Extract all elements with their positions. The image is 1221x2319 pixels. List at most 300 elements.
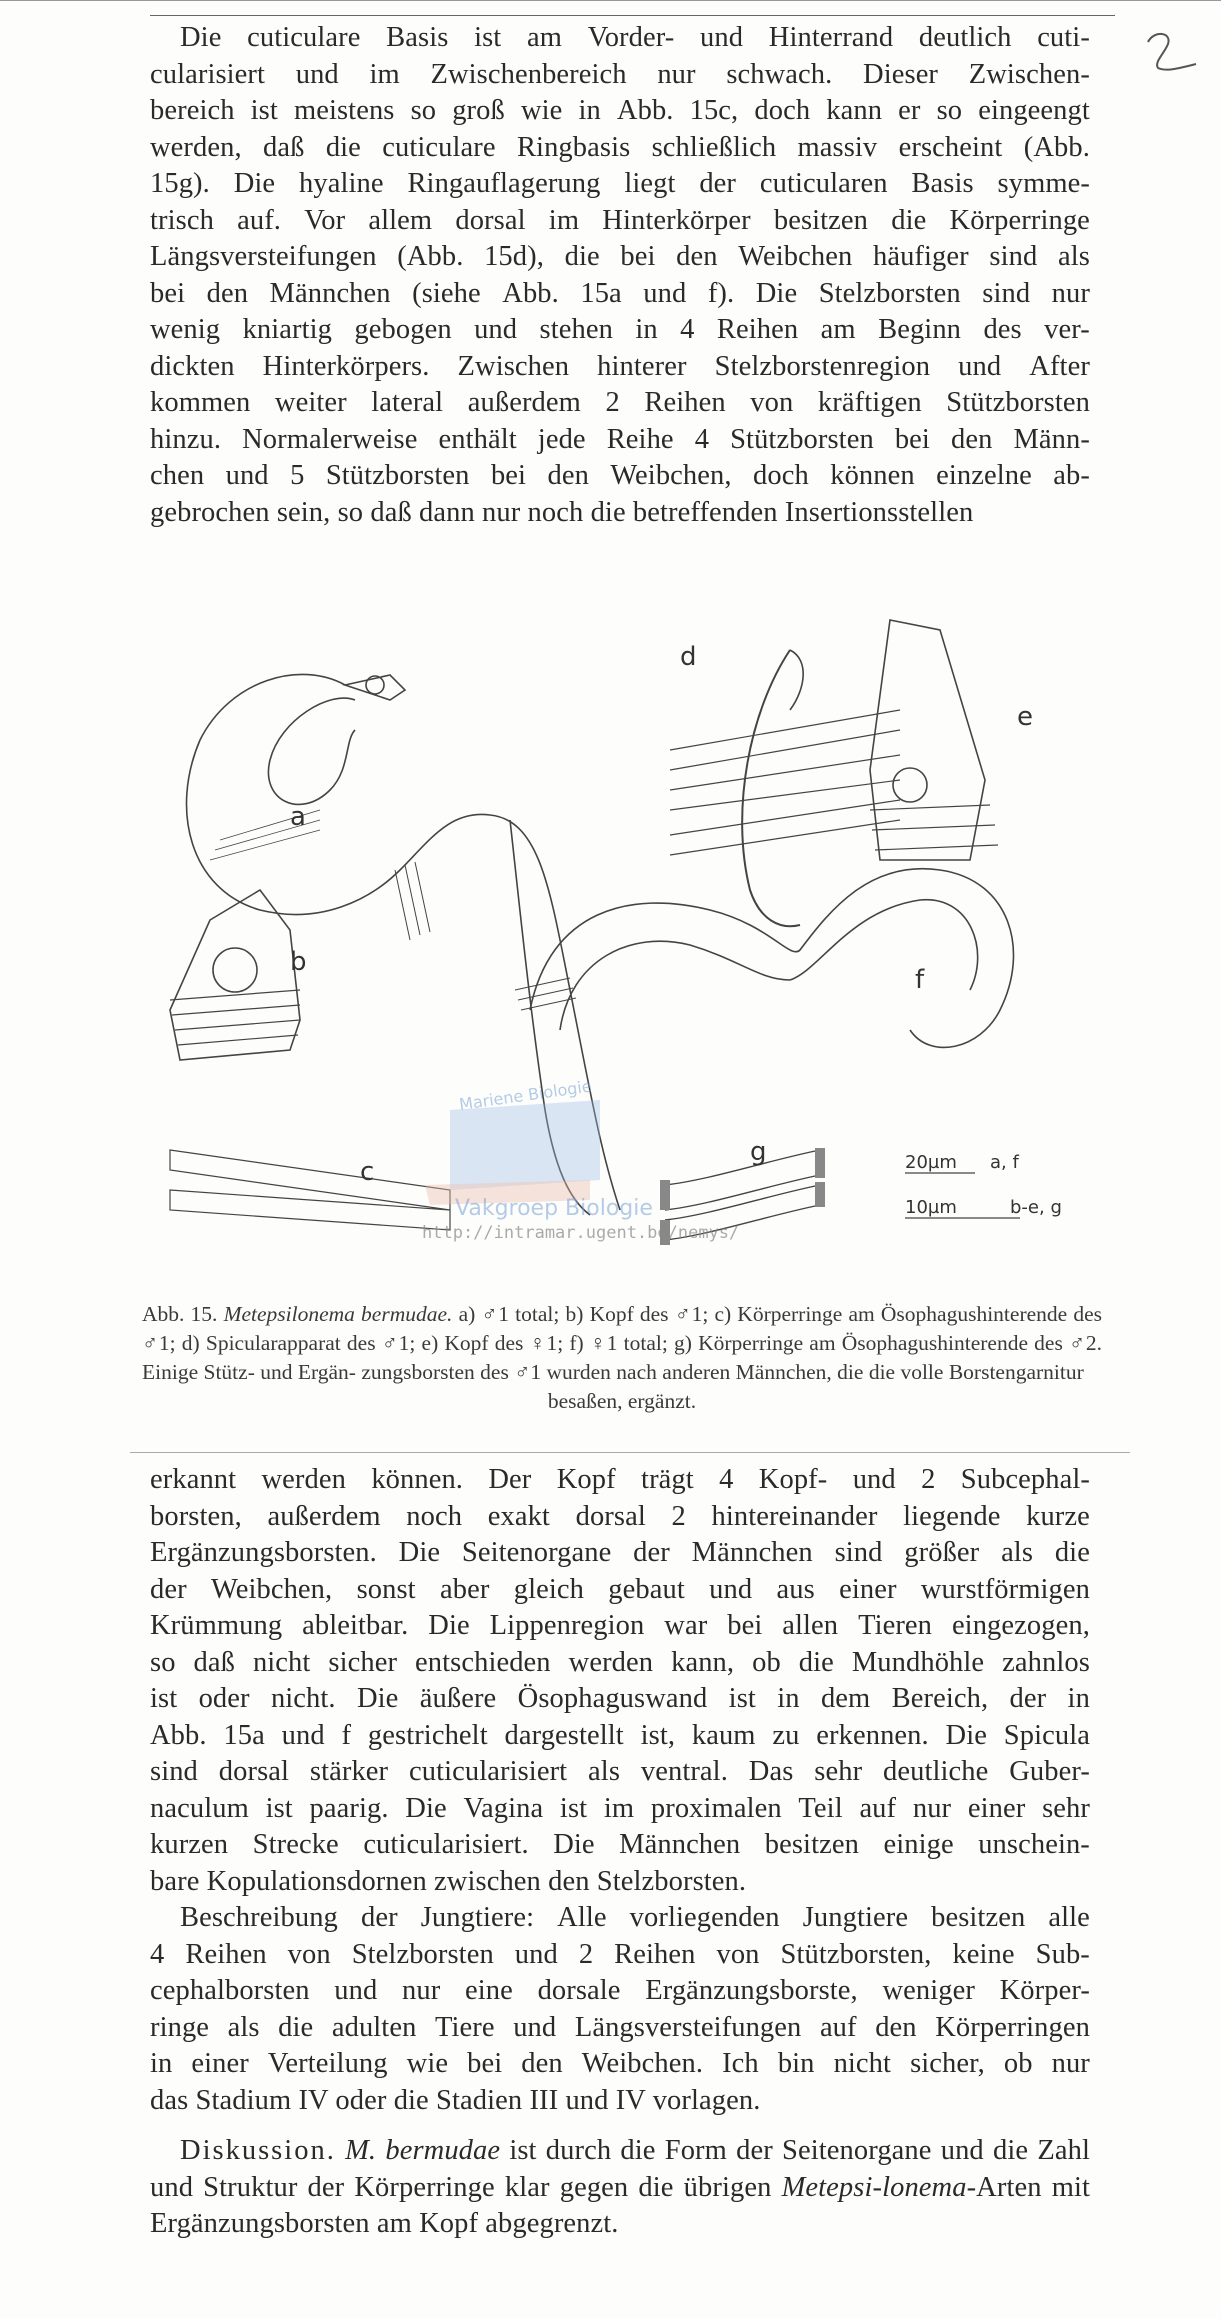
paragraph-bottom-line bbox=[150, 1462, 1090, 1499]
word: Vor bbox=[304, 204, 346, 236]
word: noch bbox=[406, 1500, 463, 1532]
paragraph-discussion bbox=[150, 2133, 1090, 2243]
caption-prefix: Abb. 15. bbox=[142, 1302, 218, 1326]
word: 4 bbox=[719, 1464, 734, 1495]
word: werden, bbox=[150, 131, 242, 163]
word: kurze bbox=[1026, 1500, 1090, 1532]
word: 4 bbox=[680, 314, 695, 345]
paragraph-bottom-line: bare Kopulationsdornen zwischen den Stelzborsten. bbox=[150, 1865, 747, 1897]
word: adulten bbox=[331, 2011, 417, 2043]
word: dorsal bbox=[218, 1756, 290, 1787]
word: doch bbox=[753, 460, 809, 491]
word: 15g). bbox=[150, 168, 210, 199]
word: dickten bbox=[150, 350, 235, 382]
word: ist bbox=[265, 1792, 293, 1824]
word: nicht. bbox=[270, 1683, 336, 1714]
word: Körperringen bbox=[935, 2011, 1090, 2043]
word: hinzu. bbox=[150, 423, 222, 455]
word: so bbox=[410, 95, 437, 126]
paragraph-top-line bbox=[150, 20, 1090, 57]
word: den bbox=[547, 460, 589, 491]
word: Stützborsten bbox=[946, 387, 1090, 418]
word: bei bbox=[727, 1610, 763, 1641]
word: und bbox=[225, 460, 269, 491]
word: Hinterkörper bbox=[602, 204, 751, 236]
word: in bbox=[635, 314, 658, 345]
word: den bbox=[875, 2011, 917, 2043]
panel-label-b: b bbox=[290, 947, 307, 977]
word: und bbox=[709, 1573, 753, 1605]
word: als bbox=[1057, 241, 1090, 272]
word: 2 bbox=[921, 1464, 936, 1495]
panel-label-d: d bbox=[680, 642, 697, 672]
word: chen bbox=[150, 460, 205, 491]
word: Abb. bbox=[616, 95, 674, 126]
word: Kopf- bbox=[758, 1464, 828, 1495]
word: Guber- bbox=[1009, 1756, 1090, 1787]
word: kräftigen bbox=[817, 387, 922, 418]
paragraph-bottom-line bbox=[150, 1827, 1090, 1864]
word: Ringbasis bbox=[516, 131, 631, 163]
word: können bbox=[830, 460, 915, 491]
word: ventral. bbox=[640, 1756, 728, 1787]
paragraph-bottom-line bbox=[150, 1608, 1090, 1645]
handwritten-page-mark bbox=[1140, 28, 1200, 78]
word: ver- bbox=[1044, 314, 1090, 345]
word: Basis bbox=[911, 168, 974, 199]
paragraph-top-line bbox=[150, 166, 1090, 203]
word: dem bbox=[820, 1683, 871, 1714]
caption-rule bbox=[130, 1452, 1130, 1453]
panel-label-f: f bbox=[915, 965, 925, 995]
word: in bbox=[777, 1683, 800, 1714]
word: sind bbox=[834, 1537, 883, 1568]
word: enthält bbox=[438, 423, 517, 455]
paragraph-juveniles-line bbox=[150, 2010, 1090, 2047]
word: entschieden bbox=[415, 1646, 551, 1678]
word: Weibchen. bbox=[581, 2048, 704, 2079]
word: sehr bbox=[1042, 1792, 1090, 1824]
word: 2 bbox=[578, 1938, 594, 1970]
word: Krümmung bbox=[150, 1610, 283, 1641]
paragraph-top-line bbox=[150, 458, 1090, 495]
word: 2 bbox=[605, 387, 620, 418]
word: ist bbox=[250, 95, 278, 126]
word: und bbox=[513, 2011, 557, 2043]
word: in bbox=[578, 95, 601, 126]
word: Die bbox=[405, 1792, 447, 1824]
word: den bbox=[521, 2048, 563, 2079]
word: und bbox=[852, 1464, 896, 1495]
caption-line-4: zungsborsten des ♂1 wurden nach anderen Männchen, die die volle Borstengarnitur bbox=[361, 1360, 1084, 1384]
word: bei bbox=[620, 241, 656, 272]
word: Dieser bbox=[863, 58, 939, 90]
word: auf bbox=[819, 2011, 857, 2043]
word: war bbox=[664, 1610, 708, 1641]
paragraph-top-line bbox=[150, 422, 1090, 459]
word: sind bbox=[982, 277, 1031, 309]
word: Weibchen bbox=[738, 241, 853, 272]
word: cularisiert bbox=[150, 58, 266, 90]
word: in bbox=[1067, 1683, 1090, 1714]
word: Subcephal- bbox=[960, 1464, 1090, 1495]
panel-label-c: c bbox=[360, 1157, 375, 1187]
word: Normalerweise bbox=[242, 423, 418, 455]
word: vorliegenden bbox=[629, 1902, 780, 1933]
word: ob bbox=[1003, 2048, 1033, 2079]
word: wie bbox=[406, 2048, 449, 2079]
word: Jungtiere bbox=[802, 1902, 909, 1933]
word: allen bbox=[782, 1610, 839, 1641]
paragraph-juveniles-line bbox=[150, 1900, 1090, 1937]
word: Lippenregion bbox=[489, 1610, 645, 1641]
word: Weibchen, bbox=[610, 460, 732, 491]
word: Basis bbox=[386, 22, 449, 53]
word: am bbox=[527, 22, 563, 53]
word: der bbox=[633, 1537, 670, 1568]
word: und bbox=[958, 350, 1002, 382]
paragraph-top-line bbox=[150, 93, 1090, 130]
word: die bbox=[891, 204, 927, 236]
paragraph-top-line bbox=[150, 312, 1090, 349]
word: 15a bbox=[223, 1719, 265, 1751]
word: er bbox=[898, 95, 921, 126]
word: am bbox=[820, 314, 856, 345]
word: 5 bbox=[290, 460, 305, 491]
word: deutlich bbox=[918, 22, 1012, 53]
word: einer bbox=[967, 1792, 1026, 1824]
paragraph-juveniles-line bbox=[150, 2046, 1090, 2083]
word: als bbox=[588, 1756, 621, 1787]
word: liegt bbox=[624, 168, 676, 199]
word: ist, bbox=[640, 1719, 676, 1751]
figure-drawing bbox=[150, 590, 1100, 1255]
word: kurzen bbox=[150, 1829, 229, 1860]
word: nur bbox=[912, 1792, 952, 1824]
word: sonst bbox=[356, 1573, 416, 1605]
word: sind bbox=[150, 1756, 198, 1787]
word: hintereinander bbox=[711, 1500, 878, 1532]
word: schwach. bbox=[726, 58, 833, 90]
word: als bbox=[227, 2011, 260, 2043]
word: Ich bbox=[722, 2048, 759, 2079]
word: Zwischen- bbox=[968, 58, 1090, 90]
word: weniger bbox=[882, 1975, 975, 2006]
word: 15d), bbox=[484, 241, 544, 272]
word: Ergänzungsborste, bbox=[645, 1975, 858, 2006]
word: cuticularen bbox=[759, 168, 888, 199]
word: einer bbox=[191, 2048, 249, 2079]
caption-line-5: besaßen, ergänzt. bbox=[547, 1389, 697, 1413]
word: Verteilung bbox=[267, 2048, 388, 2079]
word: Stützborsten, bbox=[780, 1938, 932, 1970]
word: cuticulare bbox=[382, 131, 496, 163]
figure-d-drawing bbox=[670, 710, 900, 855]
word: Körper- bbox=[999, 1975, 1090, 2006]
word: besitzen bbox=[764, 1829, 859, 1860]
word: kann bbox=[826, 95, 883, 126]
word: ableitbar. bbox=[302, 1610, 409, 1641]
word: bei bbox=[150, 277, 186, 309]
word: Männchen bbox=[691, 1537, 813, 1568]
word: alle bbox=[1048, 1902, 1090, 1933]
word: und bbox=[514, 1938, 558, 1970]
header-rule bbox=[150, 15, 1115, 16]
word: Beginn bbox=[878, 314, 962, 345]
paragraph-bottom-line bbox=[150, 1718, 1090, 1755]
word: Bereich, bbox=[891, 1683, 989, 1714]
word: trisch bbox=[150, 204, 214, 236]
word: zahnlos bbox=[1002, 1646, 1090, 1678]
word: cuticularisiert bbox=[409, 1756, 568, 1787]
word: eingeengt bbox=[978, 95, 1090, 126]
word: ab- bbox=[1053, 460, 1090, 491]
word: lateral bbox=[371, 387, 444, 418]
word: sicher bbox=[328, 1646, 398, 1678]
word: Stützborsten bbox=[325, 460, 470, 491]
word: Die bbox=[356, 1683, 399, 1714]
word: Längsversteifungen bbox=[150, 241, 377, 272]
scale-bar-10um-value: 10µm bbox=[905, 1197, 957, 1218]
word: 4 bbox=[150, 1938, 165, 1970]
word: so bbox=[936, 95, 963, 126]
caption-line-3: total; g) Körperringe am Ösophagushinterende des ♂2. Einige Stütz- und Ergän- bbox=[142, 1331, 1103, 1384]
watermark-url: http://intramar.ugent.be/nemys/ bbox=[422, 1223, 740, 1243]
caption-line-2: Ösophagushinterende des ♂1; d) Spicularapparat des ♂1; e) Kopf des ♀1; f) ♀1 bbox=[142, 1302, 1102, 1355]
paragraph-top-line: gebrochen sein, so daß dann nur noch die betreffenden Insertionsstellen bbox=[150, 496, 974, 528]
word: (Abb. bbox=[1023, 131, 1090, 163]
paragraph-bottom-lines bbox=[150, 1462, 1090, 1900]
word: einzelne bbox=[936, 460, 1032, 491]
word: Männ- bbox=[1013, 423, 1090, 455]
word: Das bbox=[748, 1756, 794, 1787]
paragraph-bottom-line bbox=[150, 1572, 1090, 1609]
figure-caption bbox=[142, 1300, 1102, 1416]
word: werden bbox=[568, 1646, 654, 1678]
word: schließlich bbox=[651, 131, 777, 163]
paragraph-bottom-line bbox=[150, 1754, 1090, 1791]
word: und bbox=[281, 1719, 325, 1751]
word: im bbox=[548, 204, 580, 236]
figure-e-drawing bbox=[870, 620, 985, 860]
word: erkennen. bbox=[816, 1719, 929, 1751]
word: in bbox=[150, 2048, 173, 2079]
word: f). bbox=[707, 277, 735, 309]
scale-bar-20um-target: a, f bbox=[990, 1152, 1019, 1173]
word: eingezogen, bbox=[951, 1610, 1090, 1641]
word: Der bbox=[488, 1464, 532, 1495]
word: Strecke bbox=[252, 1829, 339, 1860]
word: Zwischenbereich bbox=[430, 58, 627, 90]
word: Die bbox=[428, 1610, 470, 1641]
word: cuti- bbox=[1037, 22, 1090, 53]
word: ringe bbox=[150, 2011, 210, 2043]
word: Reihen bbox=[716, 314, 799, 345]
word: cephalborsten bbox=[150, 1975, 310, 2006]
word: Spicula bbox=[1003, 1719, 1090, 1751]
word: kniartig bbox=[242, 314, 333, 345]
word: wurstförmigen bbox=[920, 1573, 1090, 1605]
word: ist bbox=[559, 1792, 588, 1824]
word: erscheint bbox=[898, 131, 1003, 163]
word: auf bbox=[859, 1792, 897, 1824]
word: nur bbox=[657, 58, 696, 90]
word: daß bbox=[263, 131, 305, 163]
word: dargestellt bbox=[504, 1719, 624, 1751]
word: von bbox=[750, 387, 794, 418]
word: sehr bbox=[814, 1756, 863, 1787]
word: der bbox=[360, 1902, 398, 1933]
word: unschein- bbox=[978, 1829, 1090, 1860]
word: Kopf bbox=[556, 1464, 616, 1495]
discussion-genus: Metepsi-lonema bbox=[781, 2171, 967, 2203]
word: von bbox=[716, 1938, 760, 1970]
word: besitzen bbox=[931, 1902, 1026, 1933]
word: den bbox=[676, 241, 718, 272]
word: bei bbox=[490, 460, 527, 491]
caption-line-1: a) ♂1 total; b) Kopf des ♂1; c) Körperringe am bbox=[458, 1302, 875, 1326]
paragraph-top-line bbox=[150, 385, 1090, 422]
word: jede bbox=[537, 423, 586, 455]
word: aus bbox=[776, 1573, 815, 1605]
word: Die bbox=[180, 22, 222, 53]
word: Mundhöhle bbox=[851, 1646, 985, 1678]
word: Längsversteifungen bbox=[574, 2011, 802, 2043]
paragraph-juveniles-line bbox=[150, 1973, 1090, 2010]
paragraph-top-line bbox=[150, 349, 1090, 386]
paragraph-bottom-line bbox=[150, 1681, 1090, 1718]
paragraph-juveniles-line bbox=[150, 1937, 1090, 1974]
word: Vagina bbox=[463, 1792, 544, 1824]
word: trägt bbox=[641, 1464, 694, 1495]
paragraph-bottom-line bbox=[150, 1645, 1090, 1682]
word: Abb. bbox=[502, 277, 559, 309]
word: Ergänzungsborsten. bbox=[150, 1537, 377, 1568]
word: borsten, bbox=[150, 1500, 242, 1532]
word: bereich bbox=[150, 95, 235, 126]
word: die bbox=[278, 2011, 314, 2043]
word: Stelzborstenregion bbox=[714, 350, 931, 382]
word: bin bbox=[777, 2048, 815, 2079]
word: doch bbox=[754, 95, 811, 126]
paragraph-top bbox=[150, 20, 1090, 531]
word: den bbox=[206, 277, 249, 309]
word: Tiere bbox=[435, 2011, 495, 2043]
word: sind bbox=[989, 241, 1038, 272]
paragraph-top-line bbox=[150, 239, 1090, 276]
word: im bbox=[603, 1792, 635, 1824]
word: werden bbox=[261, 1464, 346, 1495]
word: deutliche bbox=[883, 1756, 989, 1787]
word: Zwischen bbox=[457, 350, 570, 382]
word: Reihen bbox=[644, 387, 726, 418]
word: Jungtiere: bbox=[420, 1902, 535, 1933]
word: Weibchen, bbox=[211, 1573, 333, 1605]
word: den bbox=[950, 423, 993, 455]
word: dorsale bbox=[537, 1975, 621, 2006]
word: und bbox=[643, 277, 687, 309]
word: und bbox=[334, 1975, 378, 2006]
word: Die bbox=[398, 1537, 441, 1568]
word: cuticulare bbox=[247, 22, 361, 53]
word: so bbox=[150, 1646, 176, 1678]
word: Die bbox=[553, 1829, 595, 1860]
word: und bbox=[700, 22, 744, 53]
panel-label-e: e bbox=[1017, 702, 1033, 732]
word: gebaut bbox=[608, 1573, 685, 1605]
word: größer bbox=[904, 1537, 980, 1568]
word: erkannt bbox=[150, 1464, 237, 1495]
word: die bbox=[798, 1646, 834, 1678]
word: sicher, bbox=[910, 2048, 985, 2079]
word: ist bbox=[474, 22, 502, 53]
word: eine bbox=[465, 1975, 513, 2006]
word: und bbox=[474, 314, 518, 345]
word: (Abb. bbox=[397, 241, 464, 272]
word: Alle bbox=[557, 1902, 607, 1933]
word: 2 bbox=[671, 1500, 686, 1532]
word: massiv bbox=[797, 131, 878, 163]
word: außerdem bbox=[267, 1500, 381, 1532]
watermark-line2: Vakgroep Biologie bbox=[455, 1196, 653, 1221]
word: keine bbox=[952, 1938, 1015, 1970]
word: äußere bbox=[419, 1683, 497, 1714]
discussion-text-1: ist durch die Form der Seitenorgane und die Zahl und Struktur der Körperringe klar gegen die übrigen bbox=[150, 2135, 1090, 2203]
word: stärker bbox=[309, 1756, 389, 1787]
word: als bbox=[1001, 1537, 1034, 1568]
word: Hinterkörpers. bbox=[262, 350, 430, 382]
word: Reihen bbox=[614, 1938, 696, 1970]
word: daß bbox=[193, 1646, 235, 1678]
word: allem bbox=[368, 204, 433, 236]
word: oder bbox=[198, 1683, 250, 1714]
word: Beschreibung bbox=[180, 1902, 338, 1933]
figure-c-drawing bbox=[170, 1150, 450, 1230]
word: ist bbox=[150, 1683, 178, 1714]
word: kann, bbox=[671, 1646, 735, 1678]
word: von bbox=[287, 1938, 331, 1970]
word: Die bbox=[755, 277, 798, 309]
paragraph-bottom-line bbox=[150, 1535, 1090, 1572]
word: gebogen bbox=[354, 314, 452, 345]
discussion-heading: Diskussion. bbox=[180, 2135, 336, 2166]
word: symme- bbox=[997, 168, 1090, 199]
word: Vorder- bbox=[587, 22, 675, 53]
word: naculum bbox=[150, 1792, 249, 1824]
word: Ringauflagerung bbox=[407, 168, 601, 199]
word: Ösophaguswand bbox=[517, 1683, 708, 1714]
paragraph-top-line bbox=[150, 203, 1090, 240]
word: proximalen bbox=[650, 1792, 782, 1824]
watermark bbox=[425, 1100, 600, 1205]
word: bei bbox=[467, 2048, 503, 2079]
word: gestrichelt bbox=[367, 1719, 488, 1751]
word: groß bbox=[452, 95, 505, 126]
panel-label-g: g bbox=[750, 1137, 767, 1167]
word: Stützborsten bbox=[730, 423, 874, 455]
word: aber bbox=[439, 1573, 490, 1605]
word: hyaline bbox=[299, 168, 384, 199]
word: bei bbox=[894, 423, 930, 455]
word: Sub- bbox=[1035, 1938, 1090, 1970]
word: exakt bbox=[487, 1500, 550, 1532]
word: nur bbox=[402, 1975, 441, 2006]
word: Die bbox=[945, 1719, 987, 1751]
paragraph-bottom-line bbox=[150, 1499, 1090, 1536]
paragraph-juveniles-line: das Stadium IV oder die Stadien III und IV vorlagen. bbox=[150, 2084, 761, 2116]
word: dorsal bbox=[455, 204, 526, 236]
word: stehen bbox=[539, 314, 613, 345]
